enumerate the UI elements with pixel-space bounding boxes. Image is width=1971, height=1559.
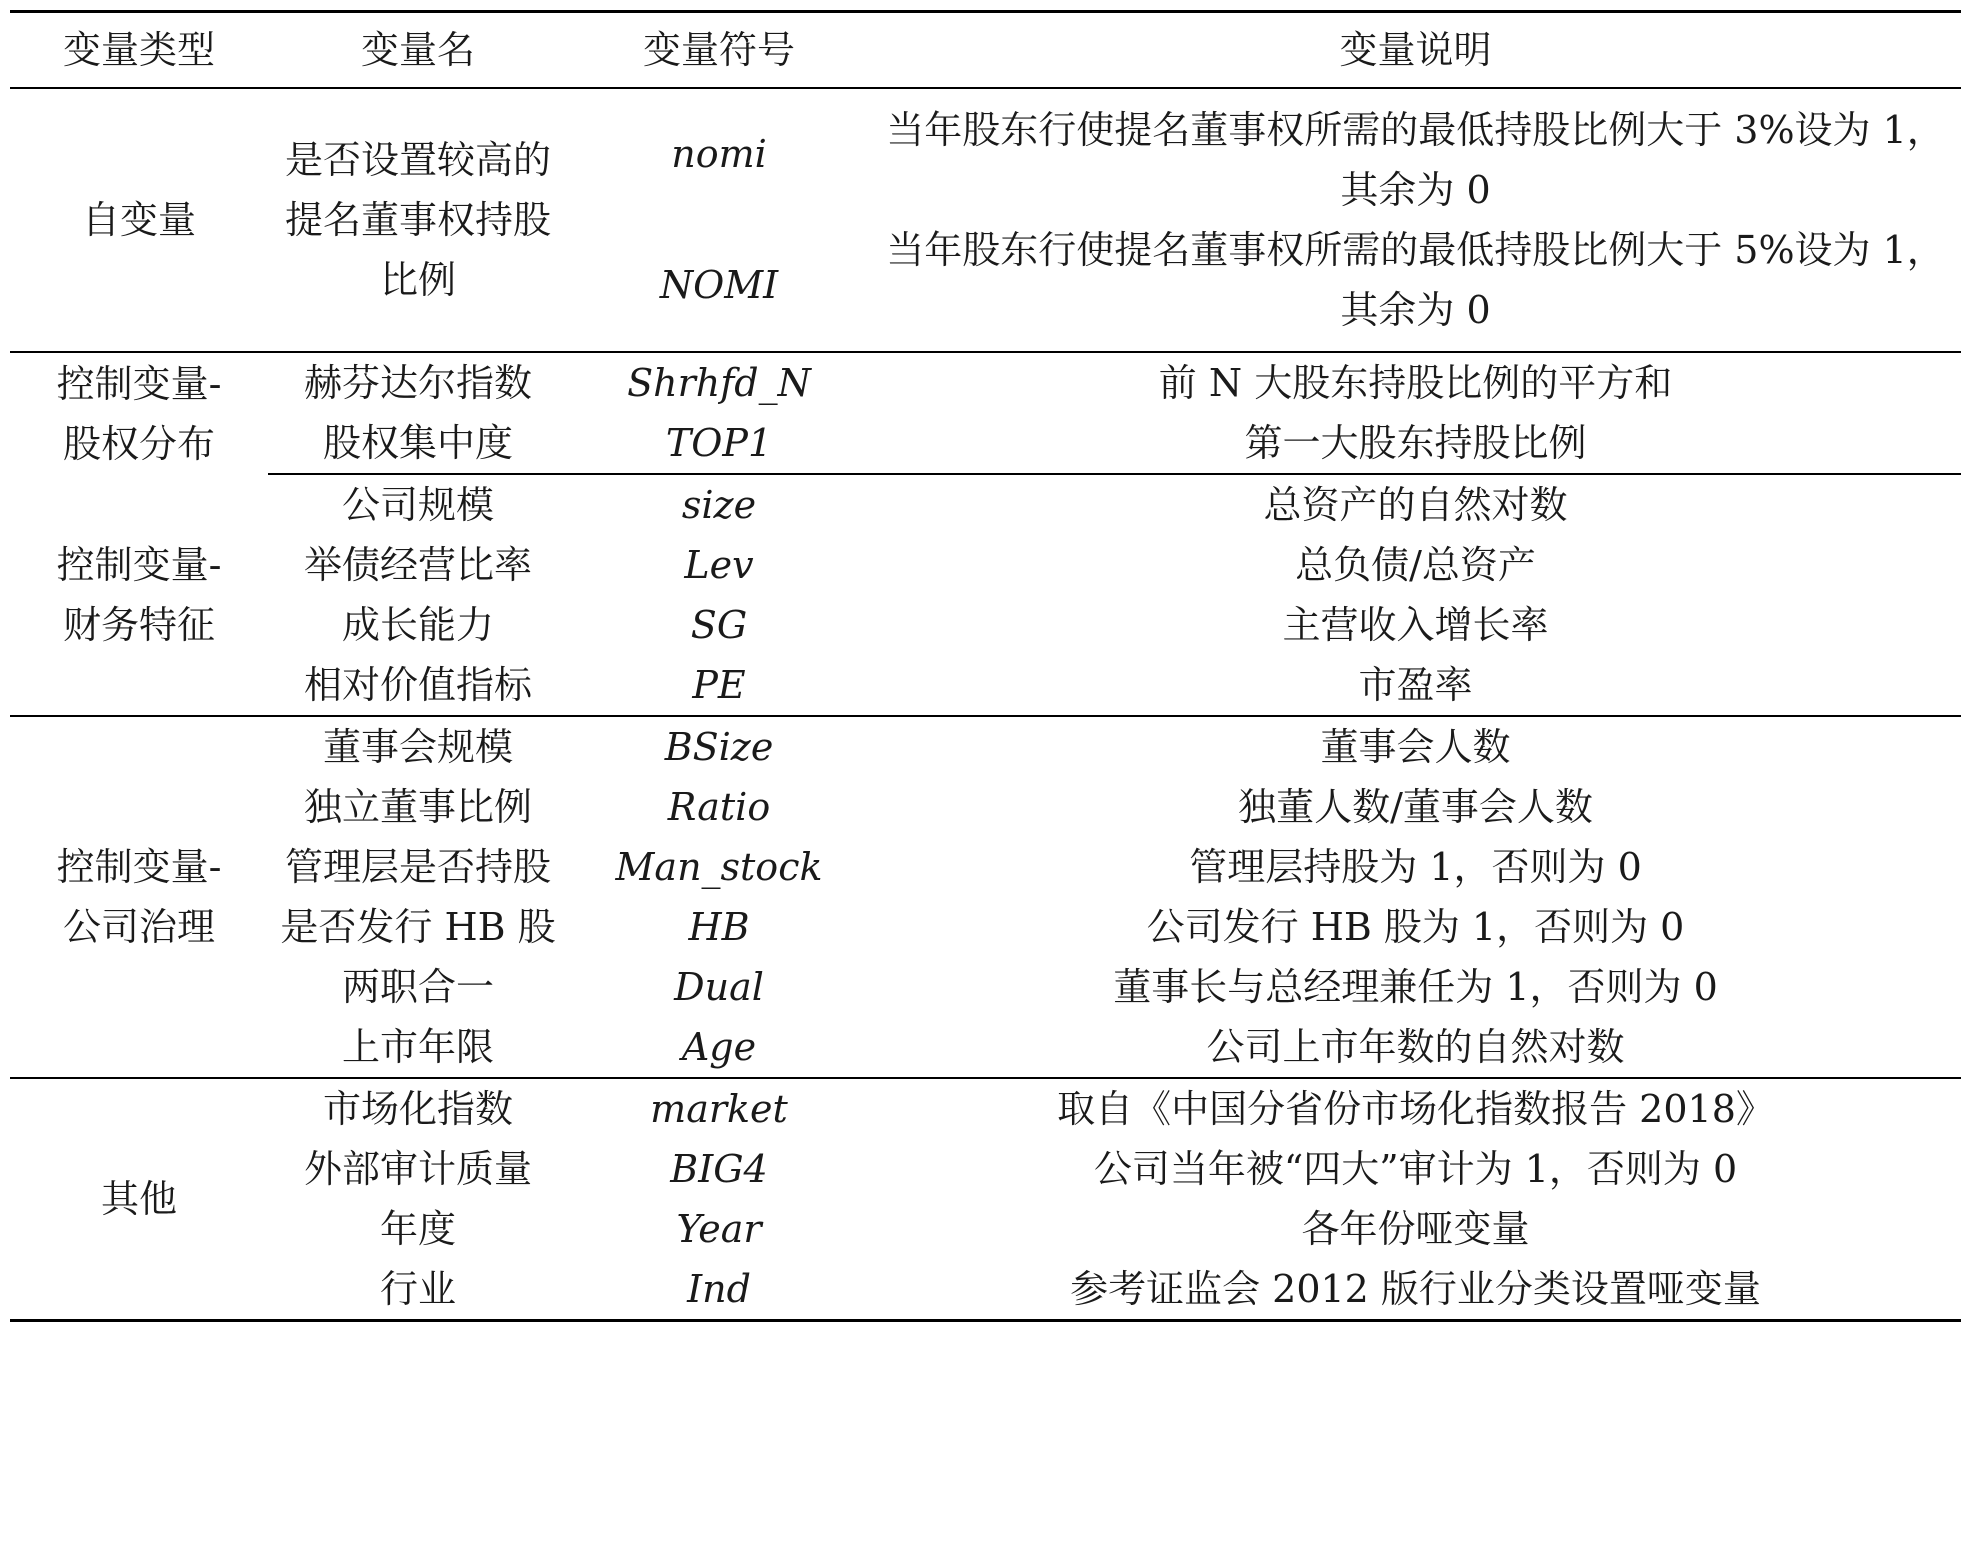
variable-description-cell: 市盈率 xyxy=(870,655,1961,716)
variable-name-line: 是否设置较高的 xyxy=(284,138,551,182)
variable-description-cell: 第一大股东持股比例 xyxy=(870,413,1961,474)
variable-description-cell: 参考证监会 2012 版行业分类设置哑变量 xyxy=(870,1259,1961,1321)
variable-symbol-cell: Shrhfd_N xyxy=(627,361,811,405)
variable-name-cell: 成长能力 xyxy=(341,603,494,647)
header-variable-symbol: 变量符号 xyxy=(568,12,870,89)
variable-description-line: 当年股东行使提名董事权所需的最低持股比例大于 5%设为 1， xyxy=(886,228,1945,272)
table-row xyxy=(10,1078,1961,1139)
variable-description-cell: 总资产的自然对数 xyxy=(1263,483,1568,527)
variable-name-cell xyxy=(268,88,568,352)
table-header-row xyxy=(10,12,1961,89)
variable-name-cell: 两职合一 xyxy=(341,965,494,1009)
variable-description-line: 其余为 0 xyxy=(1340,288,1491,332)
variable-type-line: 控制变量- xyxy=(56,845,222,889)
variable-description-cell: 公司发行 HB 股为 1，否则为 0 xyxy=(1146,905,1685,949)
table-row xyxy=(10,413,1961,474)
variable-symbol-cell: Man_stock xyxy=(615,845,823,889)
variable-type-line: 股权分布 xyxy=(62,421,215,466)
table-row xyxy=(10,655,1961,716)
variable-name-cell: 董事会规模 xyxy=(322,725,513,769)
variable-type-line: 其他 xyxy=(100,1177,177,1221)
variable-type-cell xyxy=(10,716,268,1078)
variable-description-line: 当年股东行使提名董事权所需的最低持股比例大于 3%设为 1， xyxy=(886,108,1945,152)
variable-description-cell: 取自《中国分省份市场化指数报告 2018》 xyxy=(1057,1087,1774,1131)
variable-symbol-cell: Ratio xyxy=(667,785,771,829)
variable-name-cell: 举债经营比率 xyxy=(303,543,532,587)
table-row xyxy=(10,716,1961,777)
variable-description-cell xyxy=(870,88,1961,352)
variable-name-cell: 股权集中度 xyxy=(268,413,568,474)
table-row xyxy=(10,957,1961,1017)
variable-symbol-cell: PE xyxy=(568,655,870,716)
variable-symbol-cell: Dual xyxy=(674,965,764,1009)
table-row xyxy=(10,1017,1961,1078)
table-row xyxy=(10,535,1961,595)
variable-type-cell xyxy=(10,352,268,474)
table-row xyxy=(10,777,1961,837)
table-row xyxy=(10,88,1961,352)
variable-description-cell: 董事长与总经理兼任为 1，否则为 0 xyxy=(1113,965,1718,1009)
variable-name-cell: 市场化指数 xyxy=(322,1087,513,1131)
variable-symbol-cell xyxy=(568,88,870,352)
variable-description-cell: 管理层持股为 1，否则为 0 xyxy=(1189,845,1642,889)
variable-symbol-cell: BIG4 xyxy=(670,1147,768,1191)
variable-type-line: 控制变量- xyxy=(56,361,222,406)
variable-description-cell: 董事会人数 xyxy=(1320,725,1511,769)
variable-name-cell: 是否发行 HB 股 xyxy=(280,905,556,949)
variable-name-cell: 年度 xyxy=(379,1207,456,1251)
variable-definition-table xyxy=(10,10,1961,1322)
variable-name-cell: 上市年限 xyxy=(268,1017,568,1078)
variable-symbol-cell: Lev xyxy=(684,543,754,587)
variable-type-cell xyxy=(10,474,268,716)
variable-symbol: NOMI xyxy=(659,263,779,307)
variable-description-cell: 主营收入增长率 xyxy=(1282,603,1549,647)
variable-symbol-cell: Ind xyxy=(568,1259,870,1321)
variable-symbol-cell: market xyxy=(650,1087,788,1131)
variable-name-cell: 行业 xyxy=(268,1259,568,1321)
table-row xyxy=(10,352,1961,413)
table-row xyxy=(10,1199,1961,1259)
table-row xyxy=(10,837,1961,897)
variable-description-cell: 各年份哑变量 xyxy=(1301,1207,1530,1251)
variable-type-line: 自变量 xyxy=(81,198,196,242)
variable-type-line: 公司治理 xyxy=(62,905,215,949)
table-row xyxy=(10,897,1961,957)
variable-name-cell: 相对价值指标 xyxy=(268,655,568,716)
variable-type-cell xyxy=(10,88,268,352)
variable-symbol-cell: TOP1 xyxy=(568,413,870,474)
variable-description-line: 其余为 0 xyxy=(1340,168,1491,212)
variable-description-cell: 前 N 大股东持股比例的平方和 xyxy=(1158,361,1673,405)
table-row xyxy=(10,1139,1961,1199)
variable-name-cell: 赫芬达尔指数 xyxy=(303,361,532,405)
variable-symbol: nomi xyxy=(671,132,767,176)
variable-symbol-cell: Age xyxy=(568,1017,870,1078)
table-row xyxy=(10,474,1961,535)
table-row xyxy=(10,595,1961,655)
variable-symbol-cell: size xyxy=(681,483,757,527)
variable-name-line: 比例 xyxy=(379,258,456,302)
variable-name-cell: 公司规模 xyxy=(341,483,494,527)
header-variable-type: 变量类型 xyxy=(10,12,268,89)
variable-symbol-cell: Year xyxy=(676,1207,762,1251)
variable-name-cell: 独立董事比例 xyxy=(303,785,532,829)
variable-symbol-cell: BSize xyxy=(664,725,774,769)
variable-symbol-cell: HB xyxy=(688,905,750,949)
variable-type-line: 财务特征 xyxy=(62,602,215,647)
header-variable-name: 变量名 xyxy=(268,12,568,89)
variable-type-cell xyxy=(10,1078,268,1321)
variable-description-cell: 独董人数/董事会人数 xyxy=(1238,785,1593,829)
variable-symbol-cell: SG xyxy=(690,603,748,647)
variable-description-cell: 公司当年被“四大”审计为 1，否则为 0 xyxy=(1093,1147,1738,1191)
header-variable-description: 变量说明 xyxy=(870,12,1961,89)
variable-description-cell: 公司上市年数的自然对数 xyxy=(870,1017,1961,1078)
variable-name-cell: 管理层是否持股 xyxy=(284,845,551,889)
variable-name-line: 提名董事权持股 xyxy=(284,198,551,242)
table-row xyxy=(10,1259,1961,1321)
variable-name-cell: 外部审计质量 xyxy=(303,1147,532,1191)
variable-type-line: 控制变量- xyxy=(56,542,222,587)
variable-description-cell: 总负债/总资产 xyxy=(1295,543,1536,587)
